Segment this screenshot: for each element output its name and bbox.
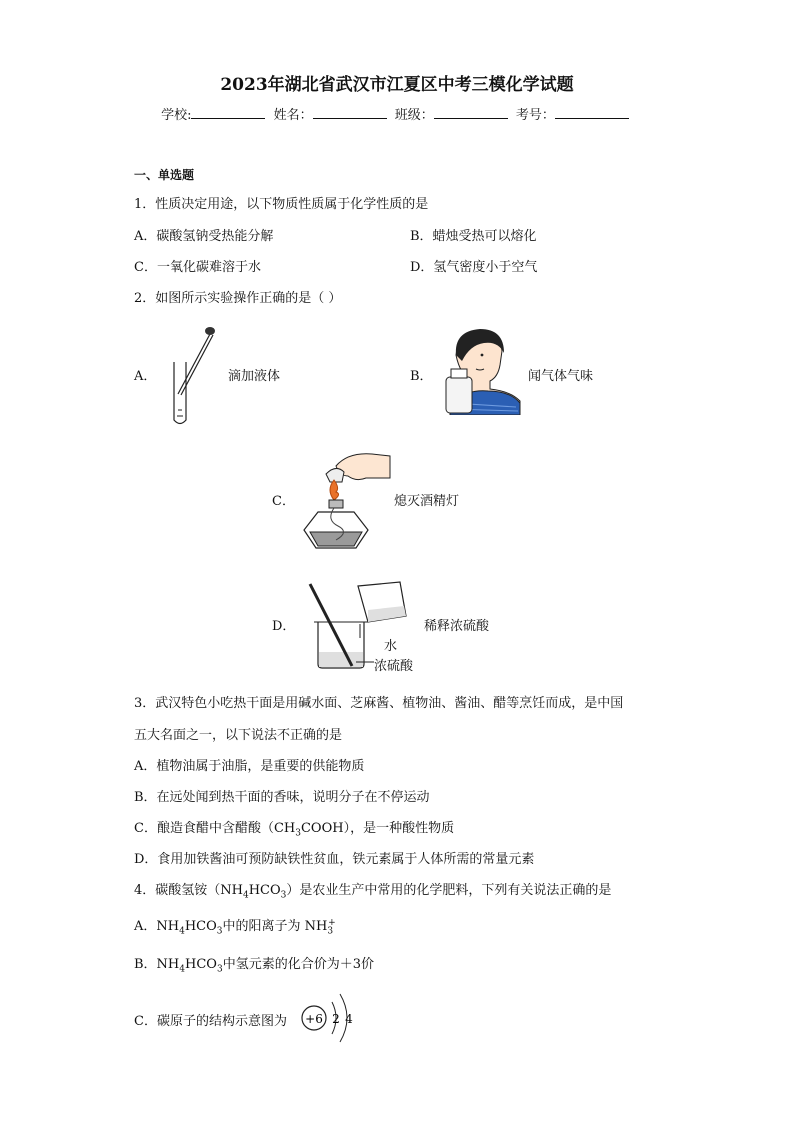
q2-option-a-letter: A． [134, 369, 157, 384]
q3-stem-line1: 3．武汉特色小吃热干面是用碱水面、芝麻酱、植物油、酱油、醋等烹饪而成，是中国 [134, 696, 624, 711]
q2-option-c-caption: 熄灭酒精灯 [394, 494, 460, 509]
q1-stem: 1．性质决定用途，以下物质性质属于化学性质的是 [134, 197, 429, 212]
class-blank[interactable] [434, 106, 508, 119]
q2-option-a-caption: 滴加液体 [228, 369, 281, 384]
q3-option-a: A．植物油属于油脂，是重要的供能物质 [134, 759, 365, 774]
smell-gas-figure [440, 325, 522, 415]
q3-option-d: D．食用加铁酱油可预防缺铁性贫血，铁元素属于人体所需的常量元素 [134, 852, 535, 867]
q2-option-d-letter: D． [272, 619, 296, 634]
school-label: 学校: [161, 108, 192, 123]
name-blank[interactable] [313, 106, 387, 119]
name-label: 姓名： [273, 108, 313, 123]
q4-option-a: A．$NH_4HCO_3$中的阳离子为 $NH_3^+$ [134, 917, 336, 937]
q3-option-b: B．在远处闻到热干面的香味，说明分子在不停运动 [134, 790, 430, 805]
q2-stem: 2．如图所示实验操作正确的是（ ） [134, 291, 342, 306]
student-info-line [0, 104, 794, 123]
q3-option-c: C．酿造食醋中含醋酸$(CH_3COOH)$，是一种酸性物质 [134, 821, 455, 839]
q2-option-d-acid-label: 浓硫酸 [374, 659, 414, 674]
page-title: 2023年湖北省武汉市江夏区中考三模化学试题 [220, 75, 574, 95]
section-heading: 一、单选题 [134, 168, 195, 182]
shell-2-electrons: 4 [345, 1012, 353, 1026]
shell-1-electrons: 2 [332, 1012, 340, 1026]
school-blank[interactable] [191, 106, 265, 119]
q1-option-b: B．蜡烛受热可以熔化 [410, 229, 537, 244]
carbon-atom-structure-figure [296, 988, 362, 1048]
q2-option-d-caption: 稀释浓硫酸 [424, 619, 490, 634]
q1-option-c: C．一氧化碳难溶于水 [134, 260, 261, 275]
number-blank[interactable] [555, 106, 629, 119]
q4-option-b: B．$NH_4HCO_3$中氢元素的化合价为＋3价 [134, 957, 374, 975]
dropper-tube-figure [160, 322, 220, 428]
nucleus-charge: +6 [305, 1012, 323, 1026]
q1-option-a: A．碳酸氢钠受热能分解 [134, 229, 274, 244]
class-label: 班级： [394, 108, 434, 123]
number-label: 考号： [515, 108, 555, 123]
alcohol-lamp-figure [296, 448, 392, 554]
q3-stem-line2: 五大名面之一，以下说法不正确的是 [134, 728, 343, 743]
q2-option-c-letter: C． [272, 494, 295, 509]
q2-option-b-letter: B． [410, 369, 433, 384]
q4-option-c: C．碳原子的结构示意图为 [134, 1014, 287, 1029]
q1-option-d: D．氢气密度小于空气 [410, 260, 538, 275]
q2-option-b-caption: 闻气体气味 [528, 369, 594, 384]
q4-stem: 4．碳酸氢铵$(NH_4HCO_3)$是农业生产中常用的化学肥料，下列有关说法正确的是 [134, 883, 612, 901]
q2-option-d-water-label: 水 [384, 639, 398, 654]
